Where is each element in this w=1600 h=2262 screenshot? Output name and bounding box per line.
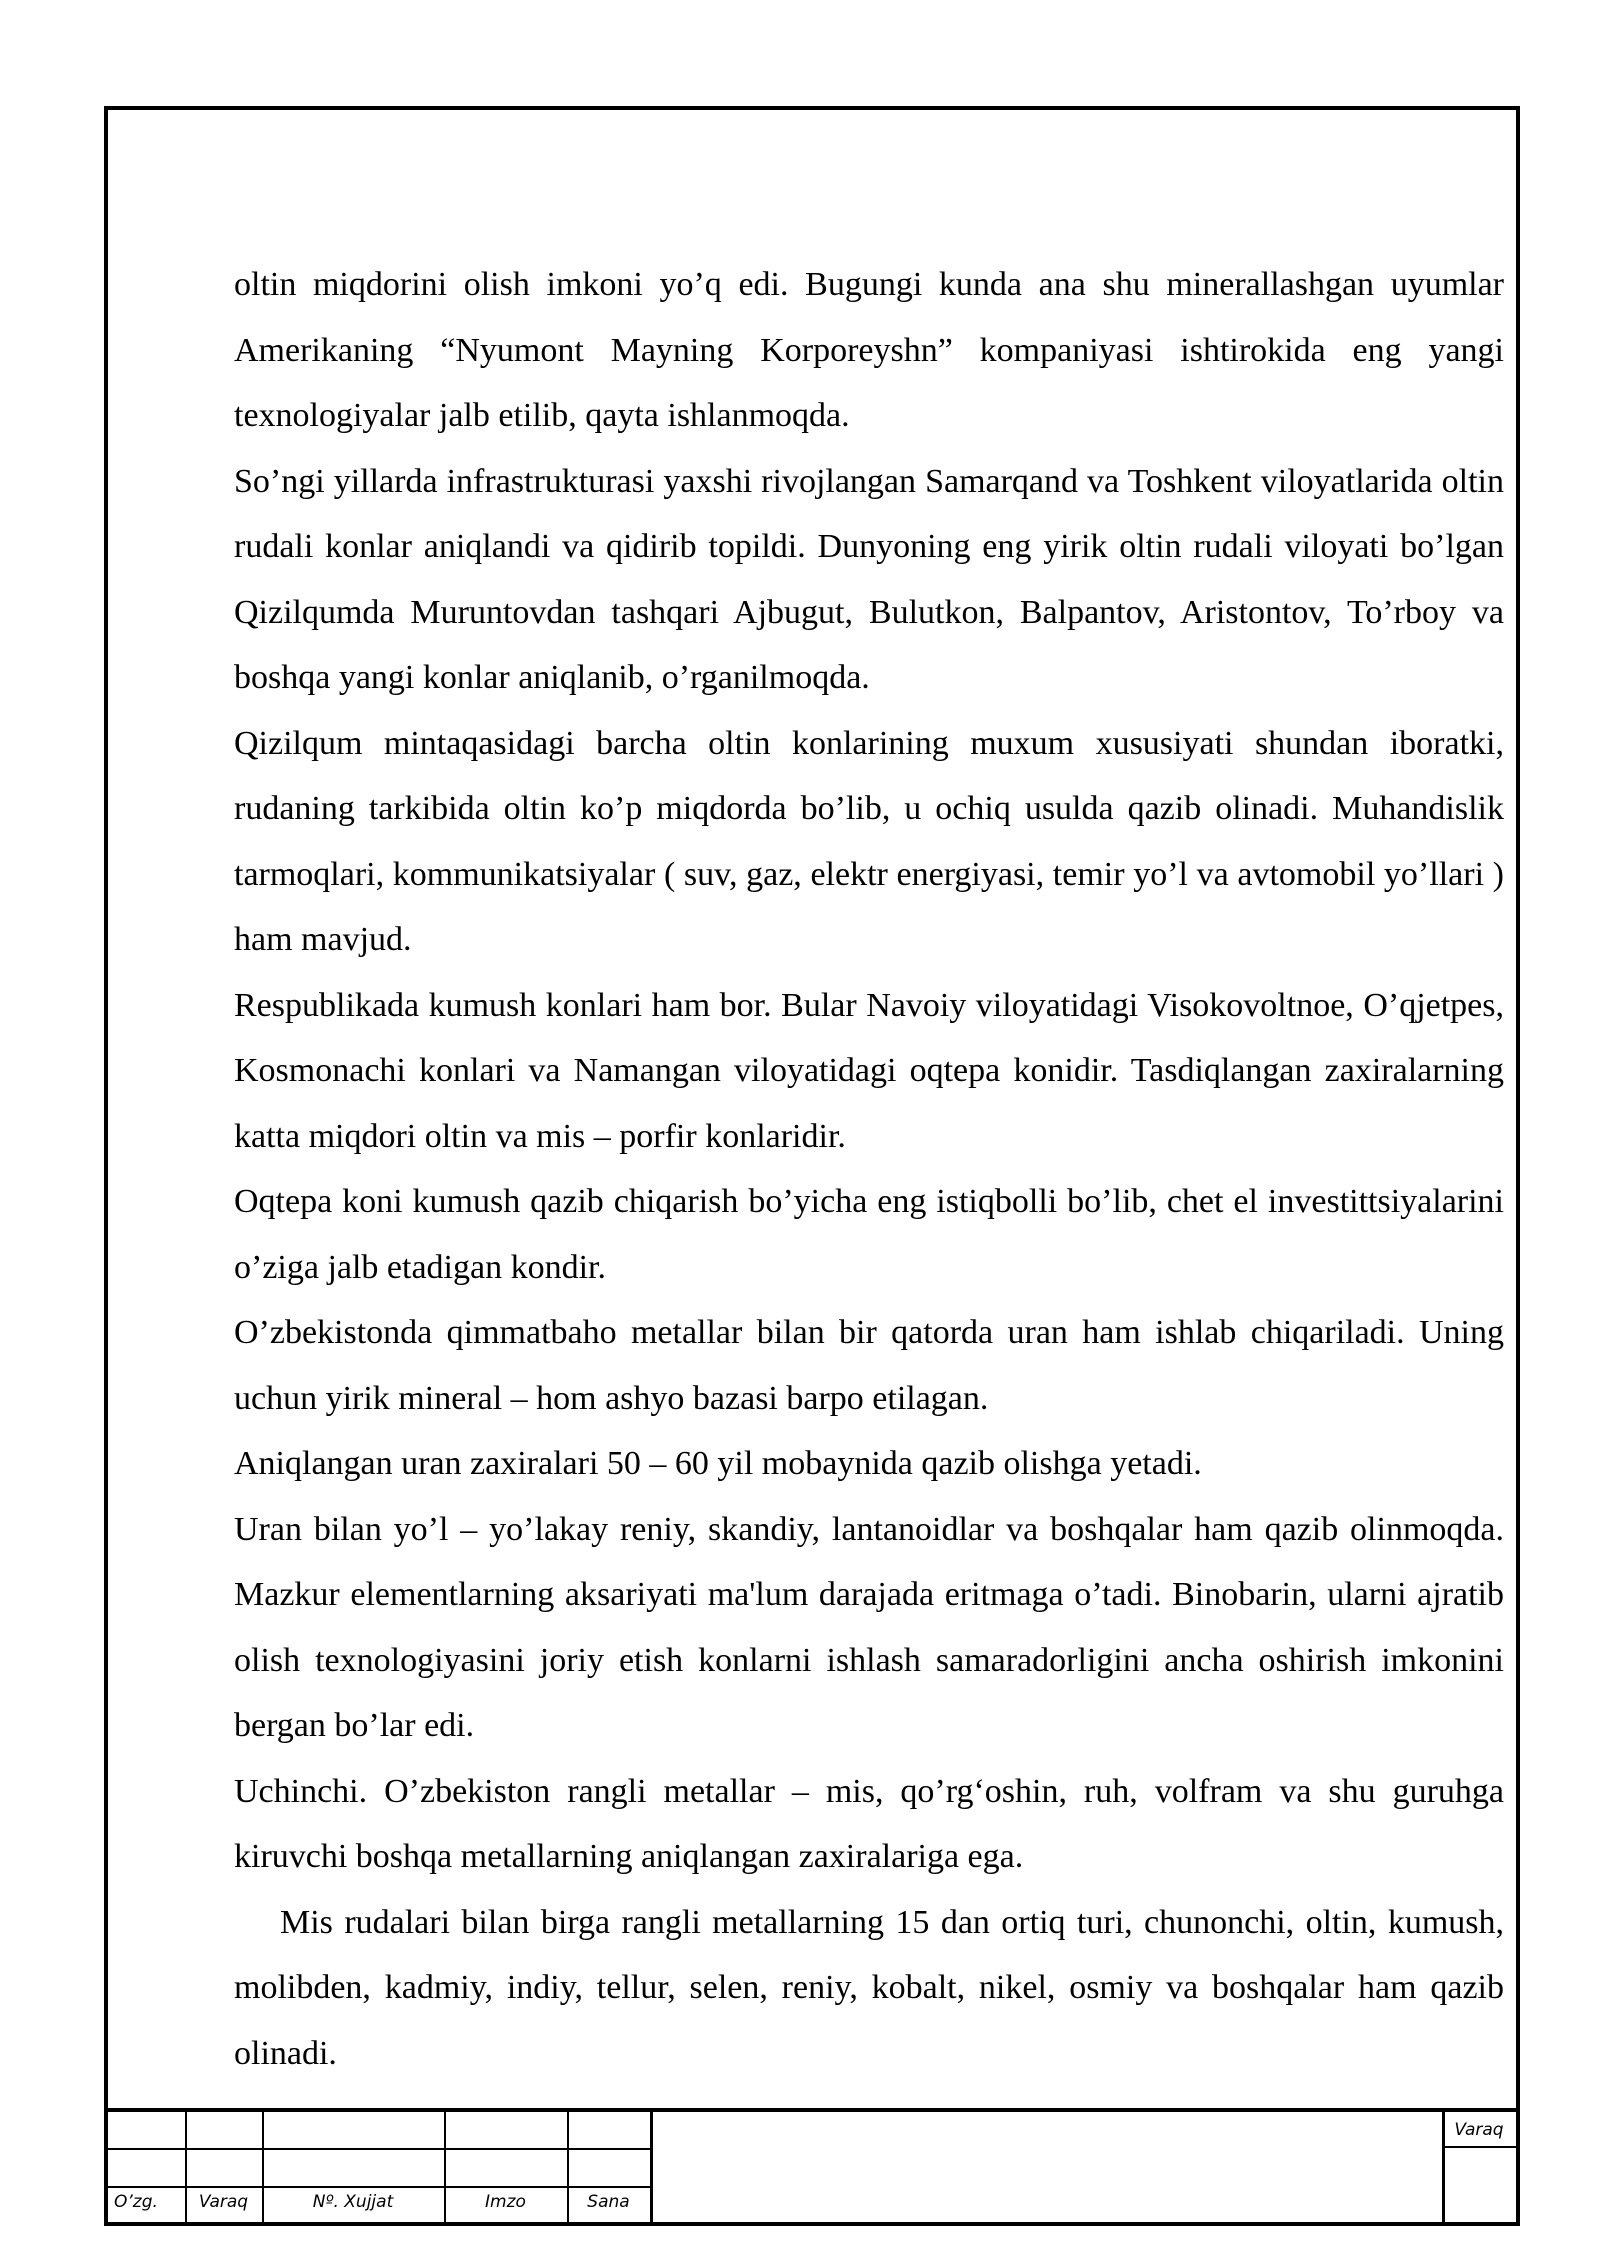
paragraph: So’ngi yillarda infrastrukturasi yaxshi rivojlangan Samarqand va Toshkent viloyatlarida oltin rudali konlar aniqlandi va qidirib topildi. Dunyoning eng yirik oltin rudali viloyati bo’lgan Qizilqumda Muruntovdan tashqari Ajbugut, Bulutkon, Balpantov, Aristontov, To’rboy va boshqa yangi konlar aniqlanib, o’rganilmoqda. bbox=[234, 462, 1504, 696]
stamp-label-signature: Imzo bbox=[485, 2192, 526, 2212]
paragraph: Uran bilan yo’l – yo’lakay reniy, skandiy, lantanoidlar va boshqalar ham qazib olinmoqda. Mazkur elementlarning aksariyati ma'lum darajada eritmaga o’tadi. Binobarin, ularni ajratib olish texnologiyasini joriy etish konlarni ishlash samaradorligini ancha oshirish imkonini bergan bo’lar edi. bbox=[234, 1510, 1504, 1744]
stamp-sheet-number-label: Varaq bbox=[1454, 2120, 1504, 2140]
paragraph: O’zbekistonda qimmatbaho metallar bilan bir qatorda uran ham ishlab chiqariladi. Uning uchun yirik mineral – hom ashyo bazasi barpo etilagan. bbox=[234, 1314, 1504, 1417]
document-body bbox=[234, 252, 1504, 2086]
title-block-row-line bbox=[1442, 2146, 1516, 2148]
paragraph: Aniqlangan uran zaxiralari 50 – 60 yil mobaynida qazib olishga yetadi. bbox=[234, 1445, 1202, 1482]
paragraph: oltin miqdorini olish imkoni yo’q edi. Bugungi kunda ana shu minerallashgan uyumlar Amerikaning “Nyumont Mayning Korporeyshn” kompaniyasi ishtirokida eng yangi texnologiyalar jalb etilib, qayta ishlanmoqda. bbox=[234, 266, 1504, 434]
title-block-col-line bbox=[650, 2112, 653, 2222]
title-block bbox=[108, 2108, 1516, 2222]
paragraph: Oqtepa koni kumush qazib chiqarish bo’yicha eng istiqbolli bo’lib, chet el investittsiyalarini o’ziga jalb etadigan kondir. bbox=[234, 1183, 1504, 1286]
stamp-label-change: O’zg. bbox=[114, 2192, 158, 2212]
paragraph: Respublikada kumush konlari ham bor. Bular Navoiy viloyatidagi Visokovoltnoe, O’qjetpes, Kosmonachi konlari va Namangan viloyatidagi oqtepa konidir. Tasdiqlangan zaxiralarning katta miqdori oltin va mis – porfir konlaridir. bbox=[234, 986, 1504, 1155]
paragraph: Uchinchi. O’zbekiston rangli metallar – mis, qo’rg‘oshin, ruh, volfram va shu guruhga kiruvchi boshqa metallarning aniqlangan zaxiralariga ega. bbox=[234, 1772, 1504, 1875]
stamp-label-document-no: Nº. Xujjat bbox=[312, 2192, 394, 2212]
paragraph: Mis rudalari bilan birga rangli metallarning 15 dan ortiq turi, chunonchi, oltin, kumush, molibden, kadmiy, indiy, tellur, selen, reniy, kobalt, nikel, osmiy va boshqalar ham qazib olinadi. bbox=[234, 1903, 1504, 2072]
paragraph: Qizilqum mintaqasidagi barcha oltin konlarining muxum xususiyati shundan iboratki, rudaning tarkibida oltin ko’p miqdorda bo’lib, u ochiq usulda qazib olinadi. Muhandislik tarmoqlari, kommunikatsiyalar ( suv, gaz, elektr energiyasi, temir yo’l va avtomobil yo’llari ) ham mavjud. bbox=[234, 724, 1504, 958]
page-frame bbox=[104, 106, 1520, 2226]
stamp-label-sheet: Varaq bbox=[198, 2192, 249, 2212]
stamp-label-date: Sana bbox=[587, 2192, 630, 2212]
